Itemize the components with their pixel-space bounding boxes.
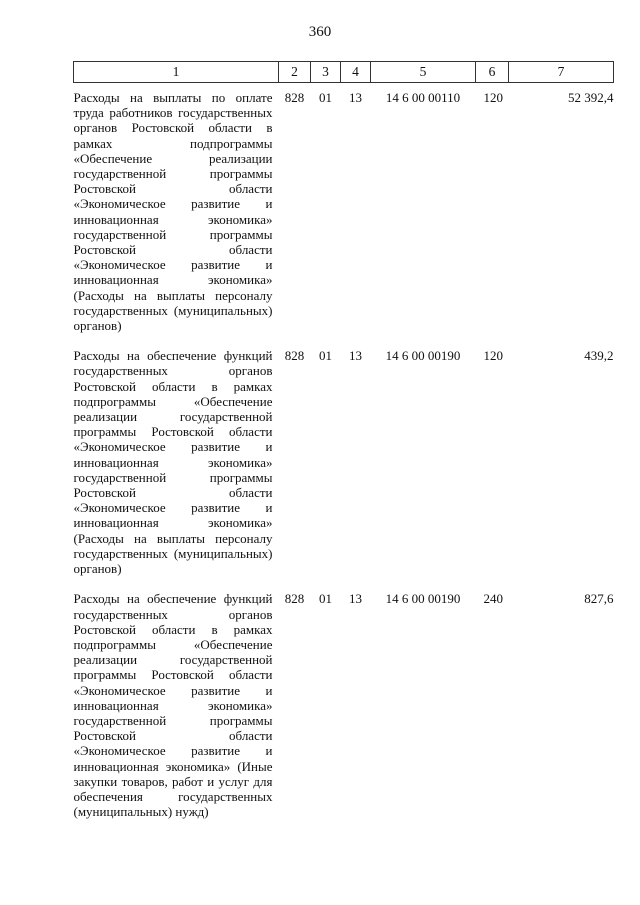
header-col-3: 3: [311, 62, 341, 83]
row-ministry-code: 828: [284, 348, 305, 364]
row-target-code: 14 6 00 00190: [385, 591, 461, 607]
row-description: Расходы на выплаты по оплате труда работников государственных органов Ростовской области в рамках подпрограммы «Обеспечение реализации государственной программы Ростовской области «Экономическое развитие и инновационная экономика» государственной программы Ростовской области «Экономическое развитие и инновационная экономика» (Расходы на выплаты персоналу государственных (муниципальных) органов): [73, 90, 273, 334]
row-target-code: 14 6 00 00190: [385, 348, 461, 364]
row-amount: 439,2: [584, 348, 614, 364]
row-section-code: 01: [319, 90, 332, 105]
header-col-2: 2: [279, 62, 311, 83]
row-subsection-code: 13: [349, 90, 362, 105]
table-row: [74, 340, 614, 583]
header-col-6: 6: [476, 62, 509, 83]
row-amount: 827,6: [584, 591, 614, 607]
table-row: [74, 83, 614, 341]
row-ministry-code: 828: [284, 90, 305, 105]
header-col-5: 5: [371, 62, 476, 83]
row-target-code: 14 6 00 00110: [385, 90, 461, 105]
table-header: [74, 62, 614, 83]
header-row: [74, 62, 614, 83]
row-subsection-code: 13: [349, 591, 362, 607]
row-expense-type: 120: [483, 348, 503, 364]
row-section-code: 01: [319, 591, 332, 607]
table-body: [74, 83, 614, 827]
row-section-code: 01: [319, 348, 332, 364]
table-row: [74, 583, 614, 826]
row-subsection-code: 13: [349, 348, 362, 364]
row-amount: 52 392,4: [568, 90, 614, 105]
budget-table: [73, 61, 614, 826]
row-expense-type: 120: [483, 90, 503, 105]
row-description: Расходы на обеспечение функций государственных органов Ростовской области в рамках подпрограммы «Обеспечение реализации государственной программы Ростовской области «Экономическое развитие и инновационная экономика» государственной программы Ростовской области «Экономическое развитие и инновационная экономика» (Иные закупки товаров, работ и услуг для обеспечения государственных (муниципальных) нужд): [73, 591, 273, 820]
header-col-4: 4: [341, 62, 371, 83]
header-col-1: 1: [74, 62, 279, 83]
row-expense-type: 240: [483, 591, 503, 607]
page-number: 360: [308, 24, 332, 40]
header-col-7: 7: [509, 62, 614, 83]
row-ministry-code: 828: [284, 591, 305, 607]
row-description: Расходы на обеспечение функций государственных органов Ростовской области в рамках подпрограммы «Обеспечение реализации государственной программы Ростовской области «Экономическое развитие и инновационная экономика» государственной программы Ростовской области «Экономическое развитие и инновационная экономика» (Расходы на выплаты персоналу государственных (муниципальных) органов): [73, 348, 273, 577]
